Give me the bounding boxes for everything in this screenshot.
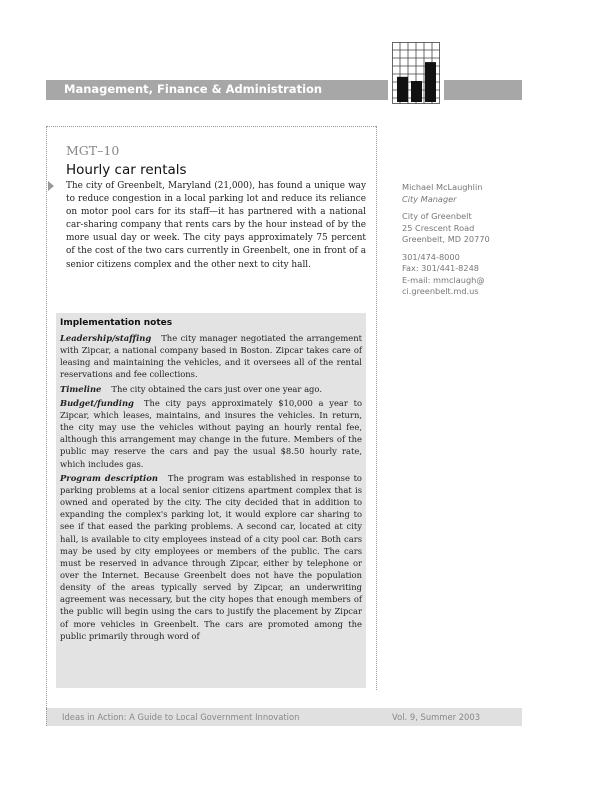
contact-role: City Manager xyxy=(402,193,457,204)
contact-address-line2: Greenbelt, MD 20770 xyxy=(402,234,490,244)
section-header-bar xyxy=(46,80,522,100)
contact-org: City of Greenbelt xyxy=(402,211,472,221)
contact-email-line1: E-mail: mmclaugh@ xyxy=(402,274,485,285)
frame-right-rule xyxy=(376,126,377,690)
frame-left-rule xyxy=(46,126,47,726)
article-title: Hourly car rentals xyxy=(66,162,187,178)
footer-publication: Ideas in Action: A Guide to Local Government Innovation xyxy=(62,712,300,722)
implementation-notes-box xyxy=(56,313,366,688)
notes-text: The program was established in response to parking problems at a local senior citizens apartment complex that is owned and operated by the city. The city decided that in addition to expanding the complex's parking lot, it would explore car sharing to see if that eased the parking problems. A second car, located at city hall, is available to city employees instead of a city pool car. Both cars may be used by city employees or members of the public. The cars must be reserved in advance through Zipcar, either by telephone or over the Internet. Because Greenbelt does not have the population density of the areas typically served by Zipcar, an underwriting agreement was necessary, but the city hopes that enough members of the public will begin using the cars to justify the placement by Zipcar of more vehicles in Greenbelt. The cars are promoted among the public primarily through word of xyxy=(60,472,362,641)
frame-top-rule xyxy=(46,126,376,127)
contact-block xyxy=(402,182,522,298)
article-intro: The city of Greenbelt, Maryland (21,000), has found a unique way to reduce congestion in a local parking lot and reduce its reliance on motor pool cars for its staff—it has partnered with a national car-sharing company that rents cars by the hour instead of by the more usual day or week. The city pays approximately 75 percent of the cost of the two cars currently in Greenbelt, one in front of a senior citizens complex and the other next to city hall. xyxy=(66,181,366,270)
contact-email-line2: ci.greenbelt.md.us xyxy=(402,286,479,296)
notes-paragraph xyxy=(60,383,362,395)
pointer-arrow-icon xyxy=(48,181,54,191)
logo-bar-2 xyxy=(411,81,422,102)
logo-bar-3 xyxy=(425,62,436,102)
article-code: MGT–10 xyxy=(66,143,120,158)
logo-bar-1 xyxy=(397,77,408,102)
notes-paragraph xyxy=(60,397,362,470)
bar-chart-grid-logo xyxy=(392,42,440,104)
contact-address-line1: 25 Crescent Road xyxy=(402,222,475,233)
notes-text: The city obtained the cars just over one year ago. xyxy=(111,383,322,394)
contact-name: Michael McLaughlin xyxy=(402,182,483,192)
footer-issue: Vol. 9, Summer 2003 xyxy=(392,712,481,722)
contact-fax: Fax: 301/441-8248 xyxy=(402,263,479,273)
notes-heading: Implementation notes xyxy=(60,318,173,328)
notes-label: Program description xyxy=(60,472,158,483)
notes-label: Budget/funding xyxy=(60,397,134,408)
contact-phone: 301/474-8000 xyxy=(402,251,460,262)
notes-label: Leadership/staffing xyxy=(60,333,152,343)
section-title: Management, Finance & Administration xyxy=(64,82,323,96)
notes-text: The city manager negotiated the arrangement with Zipcar, a national company based in Boston. Zipcar takes care of leasing and maintaining the vehicles, and it oversees all of the rental reservations and fee collections. xyxy=(60,333,362,380)
notes-text: The city pays approximately $10,000 a year to Zipcar, which leases, maintains, and insures the vehicles. In return, the city may use the vehicles without paying an hourly rental fee, although this arrangement may change in the future. Members of the public may reserve the cars and pay the usual $8.50 hourly rate, which includes gas. xyxy=(60,397,362,469)
notes-label: Timeline xyxy=(60,383,102,394)
notes-paragraph xyxy=(60,332,362,381)
notes-paragraph xyxy=(60,472,362,642)
